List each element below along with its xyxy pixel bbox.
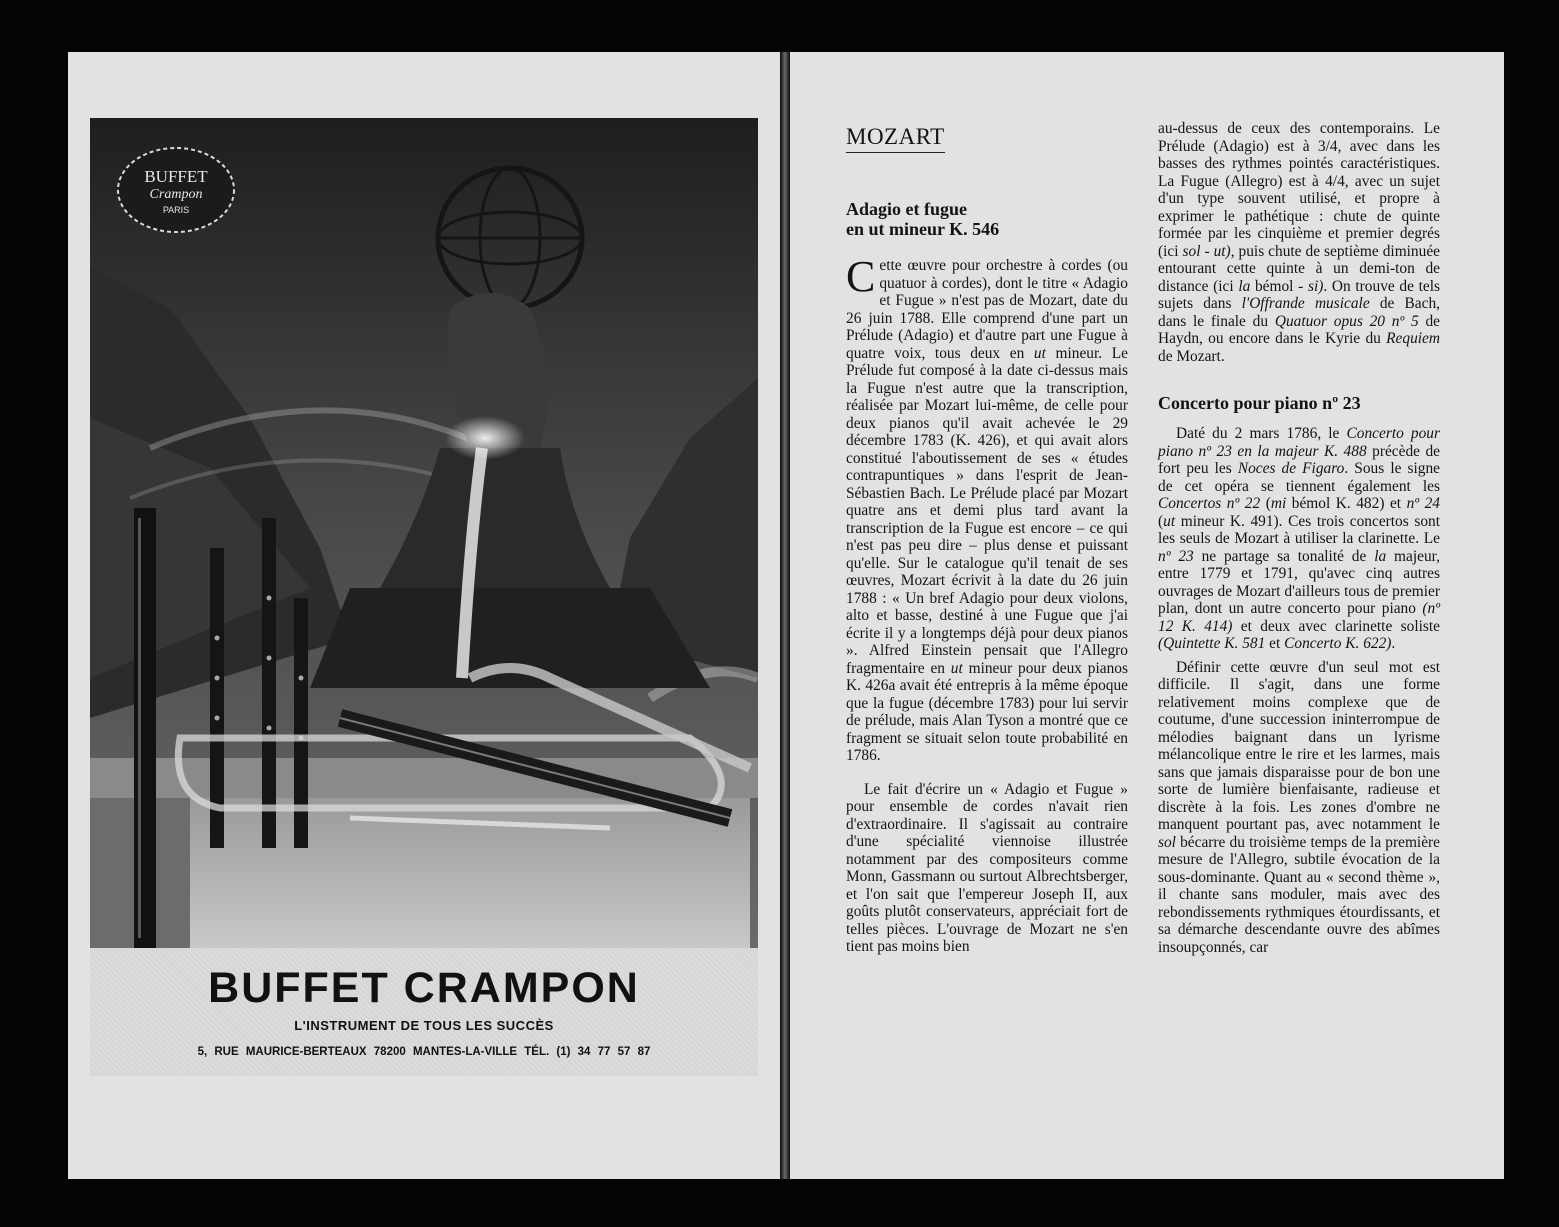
text-run-italic: ut bbox=[950, 659, 963, 677]
work1-title bbox=[846, 199, 1128, 239]
work2-paragraph-1 bbox=[1158, 425, 1440, 653]
text-run-italic: Requiem bbox=[1386, 330, 1440, 347]
text-run: mineur. Le Prélude fut composé à la date ci-dessus mais la Fugue n'est autre que la transcription, réalisée par Mozart lui-même, de celle pour deux pianos qu'il avait achevée le 29 décembre 1783 (K. 426), et qui avait alors constitué l'aboutissement de ses « études contrapuntiques » dans l'esprit de Jean-Sébastien Bach. Le Prélude placé par Mozart quatre ans et demi plus tard avant la transcription de la Fugue est encore – ce qui n'est pas peu dire – plus dense et puissant qu'elle. Sur le catalogue qu'il tenait de ses œuvres, Mozart écrivit à la date du 26 juin 1788 : « Un bref Adagio pour deux violons, alto et basse, destiné à une Fugue que j'ai écrite il y a longtemps déjà pour deux pianos ». Alfred Einstein pensait que l'Allegro fragmentaire en bbox=[846, 344, 1128, 677]
text-run: ette œuvre pour orchestre à cordes (ou quatuor à cordes), dont le titre « Adagio et Fugue » n'est pas de Mozart, date du 26 juin 1788. Elle comprend d'une part un Prélude (Adagio) et d'autre part une Fugue à quatre voix, tous deux en bbox=[846, 257, 1128, 362]
work2-title: Concerto pour piano nº 23 bbox=[1158, 393, 1361, 413]
text-run: bémol - bbox=[1250, 277, 1308, 295]
text-run: précède de fort peu les bbox=[1158, 442, 1441, 477]
text-run: mineur pour deux pianos K. 426a avait été entrepris à la même époque que la fugue (décembre 1783) pour lui servir de prélude, mais Alan Tyson a montré que ce fragment se situait selon toute probabilité en 1786. bbox=[846, 659, 1128, 764]
text-run: , puis chute de septième diminuée entourant cette quinte à un demi-ton de distance (ici bbox=[1158, 242, 1440, 295]
right-page-article bbox=[790, 52, 1504, 1179]
text-run: majeur, entre 1779 et 1791, qu'avec cinq autres ouvrages de Mozart d'ailleurs tous de premier plan, dont un autre concerto pour piano bbox=[1158, 547, 1440, 617]
text-run: ( bbox=[1260, 495, 1271, 512]
text-run: et deux avec clarinette soliste bbox=[1232, 617, 1440, 635]
logo-line3: PARIS bbox=[162, 205, 190, 215]
text-run: bécarre du troisième temps de la première mesure de l'Allegro, subtile évocation de la sous-dominante. Quant au « second thème », il chante sans moduler, mais avec des rebondissements rythmiques étourdissants, et sa démarche descendante ouvre des abîmes insoupçonnés, car bbox=[1158, 833, 1440, 956]
text-run-italic: nº 23 bbox=[1158, 547, 1194, 565]
text-run: de Haydn, ou encore dans le Kyrie du bbox=[1158, 312, 1440, 347]
text-run-italic: ut bbox=[1163, 512, 1176, 530]
text-run: ( bbox=[1158, 512, 1164, 530]
text-run-italic: sol bbox=[1158, 833, 1176, 851]
drop-cap: C bbox=[846, 252, 876, 301]
article-column-left bbox=[846, 120, 1128, 956]
text-run: ne partage sa tonalité de bbox=[1193, 547, 1375, 565]
text-run-italic: la bbox=[1374, 547, 1387, 565]
text-run-italic: Concerto K. 622) bbox=[1284, 635, 1392, 652]
text-run: de Bach, dans le finale du bbox=[1158, 295, 1440, 330]
text-run: et bbox=[1265, 635, 1285, 652]
text-run: . bbox=[1391, 635, 1396, 652]
left-page-advertisement bbox=[68, 52, 780, 1179]
work1-paragraph-3 bbox=[1158, 120, 1440, 365]
ad-brand-name: BUFFET CRAMPON bbox=[208, 964, 640, 1012]
text-run: au-dessus de ceux des contemporains. Le Prélude (Adagio) est à 3/4, avec dans les basses des rythmes pointés caractéristiques. La Fugue (Allegro) est à 4/4, avec un sujet d'un type souvent utilisé, et propre à exprimer le pathétique : chute de quinte formée par les cinquième et premier degrés (ici bbox=[1158, 120, 1440, 260]
text-run-italic: (Quintette K. 581 bbox=[1158, 635, 1266, 652]
text-run-italic: Noces de Figaro bbox=[1237, 460, 1345, 477]
text-run-italic: si) bbox=[1307, 277, 1324, 295]
text-run-italic: Concertos nº 22 bbox=[1158, 495, 1261, 512]
text-run-italic: mi bbox=[1270, 495, 1287, 512]
text-run-italic: (nº 12 K. 414) bbox=[1158, 600, 1440, 635]
text-run-italic: l'Offrande musicale bbox=[1241, 295, 1370, 312]
logo-line2: Crampon bbox=[149, 187, 203, 202]
logo-line1: BUFFET bbox=[144, 167, 208, 186]
ad-tagline: L'INSTRUMENT DE TOUS LES SUCCÈS bbox=[294, 1018, 554, 1033]
text-run: Définir cette œuvre d'un seul mot est difficile. Il s'agit, dans une forme relativement moins complexe que de coutume, d'une succession ininterrompue de mélodies baignant dans un lyrisme mélancolique entre le rire et les larmes, mais sans que jamais disparaisse pour de bon une sorte de lumière bienfaisante, radieuse et discrète à la fois. Les zones d'ombre ne manquent pourtant pas, avec notamment le bbox=[1158, 658, 1440, 833]
text-run: Daté du 2 mars 1786, le bbox=[1176, 425, 1347, 442]
text-run-italic: nº 24 bbox=[1406, 495, 1440, 512]
text-run: mineur K. 491). Ces trois concertos sont les seuls de Mozart à utiliser la clarinette. Le bbox=[1158, 512, 1440, 547]
text-run: de Mozart. bbox=[1158, 347, 1225, 365]
brand-logo bbox=[118, 148, 234, 232]
advertisement-caption bbox=[90, 948, 758, 1076]
work1-paragraph-1 bbox=[846, 252, 1128, 765]
text-run: . On trouve de tels sujets dans bbox=[1158, 277, 1441, 312]
advertisement-photo bbox=[90, 118, 758, 948]
section-title: MOZART bbox=[846, 124, 945, 153]
text-run-italic: sol - ut) bbox=[1182, 242, 1231, 260]
text-run-italic: la bbox=[1238, 277, 1251, 295]
book-gutter bbox=[780, 52, 790, 1179]
work1-title-line2: en ut mineur K. 546 bbox=[846, 219, 1000, 239]
work2-paragraph-2 bbox=[1158, 659, 1440, 957]
text-run: . Sous le signe de cet opéra se tiennent également les bbox=[1158, 460, 1441, 495]
text-run-italic: Concerto pour piano nº 23 en la majeur K. 488 bbox=[1158, 425, 1440, 460]
article-column-right bbox=[1158, 120, 1440, 956]
text-run-italic: Quatuor opus 20 nº 5 bbox=[1274, 312, 1419, 330]
work1-paragraph-2: Le fait d'écrire un « Adagio et Fugue » pour ensemble de cordes n'avait rien d'extraordinaire. Il s'agissait au contraire d'une spécialité viennoise illustrée notamment par des compositeurs comme Monn, Gassmann ou surtout Albrechtsberger, et l'on sait que l'empereur Joseph II, aux goûts plutôt conservateurs, appréciait fort de telles pièces. L'ouvrage de Mozart ne s'en tient pas moins bien bbox=[846, 780, 1128, 955]
ad-address: 5, RUE MAURICE-BERTEAUX 78200 MANTES-LA-VILLE TÉL. (1) 34 77 57 87 bbox=[197, 1046, 651, 1058]
text-run: bémol K. 482) et bbox=[1286, 495, 1407, 512]
text-run-italic: ut bbox=[1033, 344, 1046, 362]
fountain-instruments-illustration bbox=[90, 118, 758, 948]
work1-title-line1: Adagio et fugue bbox=[846, 199, 967, 219]
